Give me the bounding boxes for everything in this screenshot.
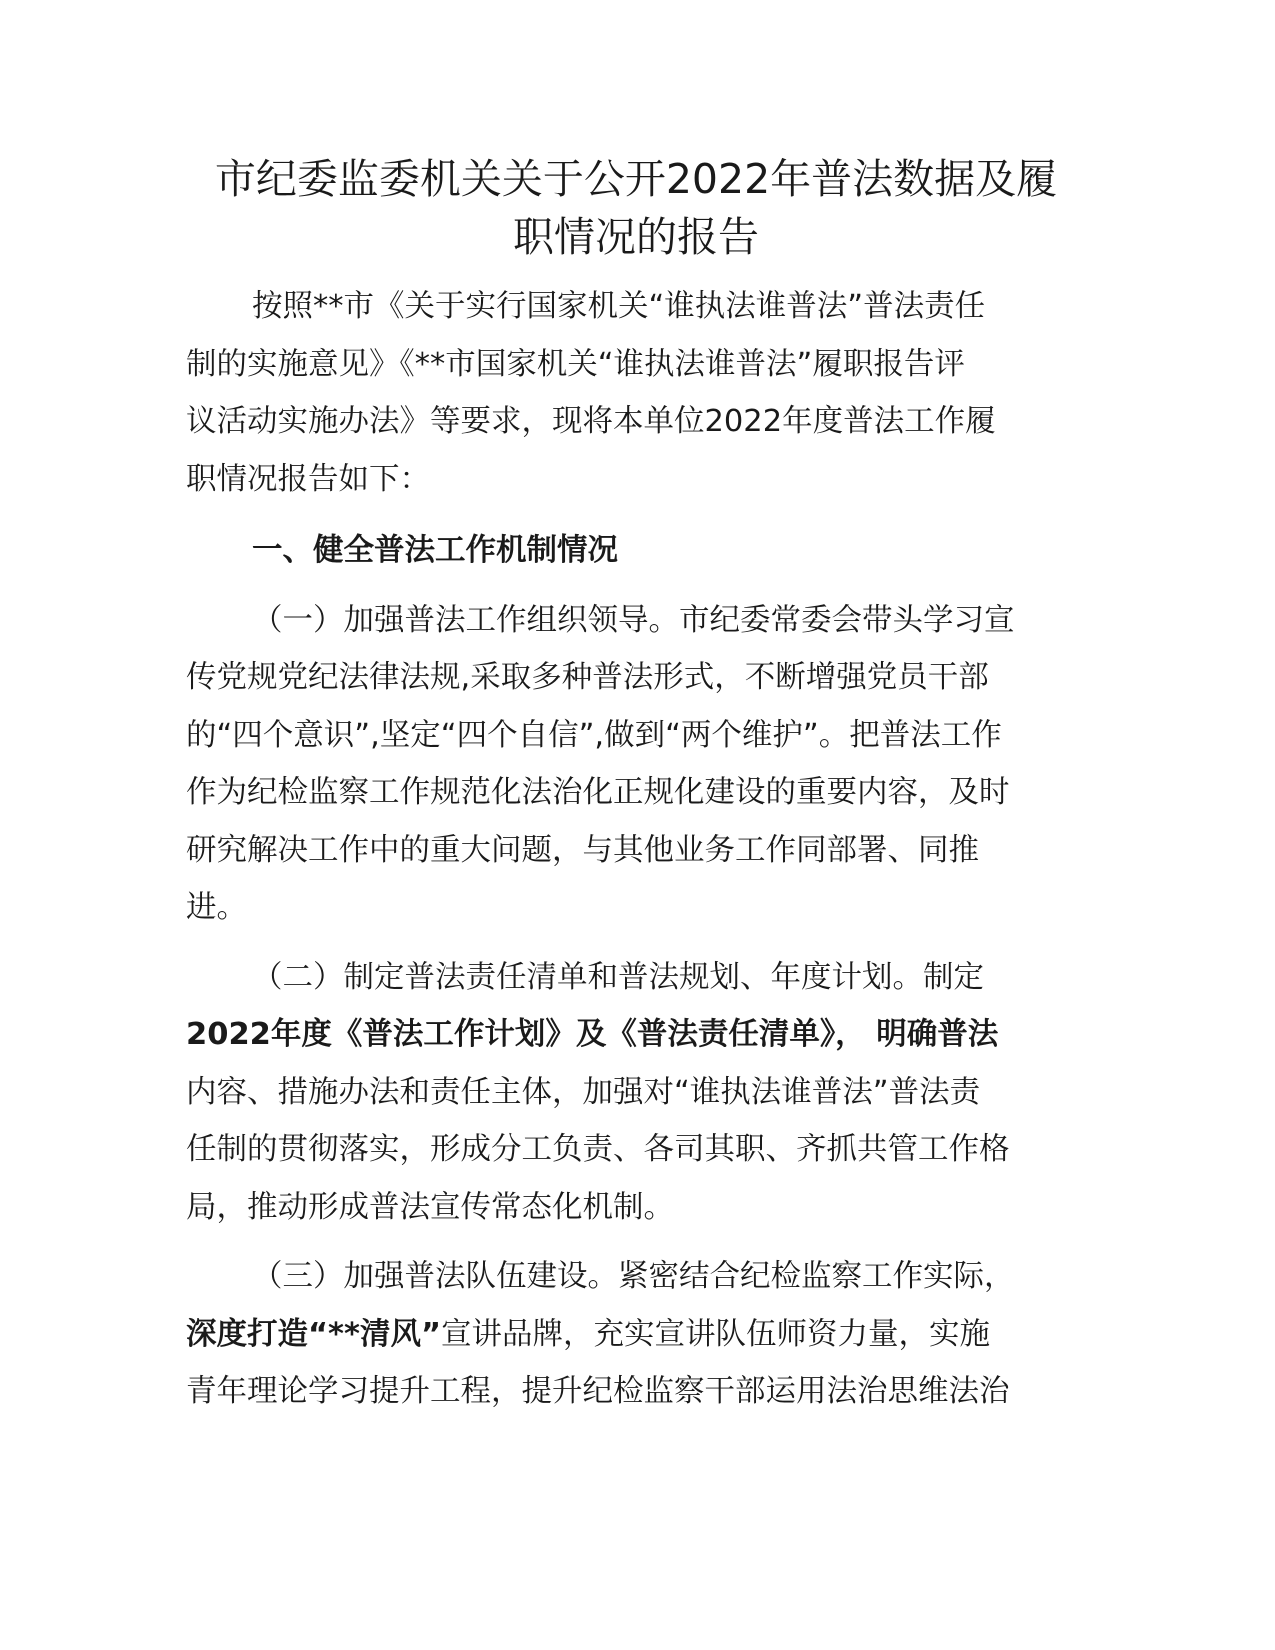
section-3-line: 青年理论学习提升工程，提升纪检监察干部运用法治思维法治 [186,1374,1010,1409]
section-heading-1 [186,522,1086,580]
title-line-1: 市纪委监委机关关于公开2022年普法数据及履 [214,155,1058,203]
section-1-paragraph [186,592,1086,937]
section-3-line-2 [186,1306,1086,1364]
section-1-line: 进。 [186,890,247,925]
intro-paragraph [186,278,1086,508]
section-2-bold-line: 2022年度《普法工作计划》及《普法责任清单》， 明确普法 [186,1017,999,1052]
section-3-line-2-rest: 宣讲品牌，充实宣讲队伍师资力量，实施 [441,1316,990,1352]
document-title [186,150,1086,266]
section-3-bold-phrase: 深度打造“**清风” [186,1316,441,1352]
section-1-line: 的“四个意识”,坚定“四个自信”,做到“两个维护”。把普法工作 [186,717,1002,753]
section-2-line: 任制的贯彻落实，形成分工负责、各司其职、齐抓共管工作格 [186,1132,1010,1167]
intro-line: 职情况报告如下： [186,461,430,497]
document-body [186,150,1086,1421]
section-2-paragraph [186,949,1086,1237]
section-2-line: 局，推动形成普法宣传常态化机制。 [186,1189,674,1225]
section-heading-text: 一、健全普法工作机制情况 [252,533,618,568]
section-1-line: （一）加强普法工作组织领导。市纪委常委会带头学习宣 [252,602,1015,638]
section-1-line: 传党规党纪法律法规,采取多种普法形式，不断增强党员干部 [186,660,989,695]
intro-line: 按照**市《关于实行国家机关“谁执法谁普法”普法责任 [252,289,986,324]
section-3-line: （三）加强普法队伍建设。紧密结合纪检监察工作实际， [252,1259,1015,1294]
intro-line: 制的实施意见》《**市国家机关“谁执法谁普法”履职报告评 [186,346,965,382]
section-1-line: 作为纪检监察工作规范化法治化正规化建设的重要内容，及时 [186,775,1010,810]
intro-line: 议活动实施办法》等要求，现将本单位2022年度普法工作履 [186,404,996,439]
section-2-line: 内容、措施办法和责任主体，加强对“谁执法谁普法”普法责 [186,1074,981,1110]
title-line-2: 职情况的报告 [513,213,759,261]
section-2-line: （二）制定普法责任清单和普法规划、年度计划。制定 [252,959,984,995]
section-3-paragraph [186,1248,1086,1421]
section-1-line: 研究解决工作中的重大问题，与其他业务工作同部署、同推 [186,832,979,868]
